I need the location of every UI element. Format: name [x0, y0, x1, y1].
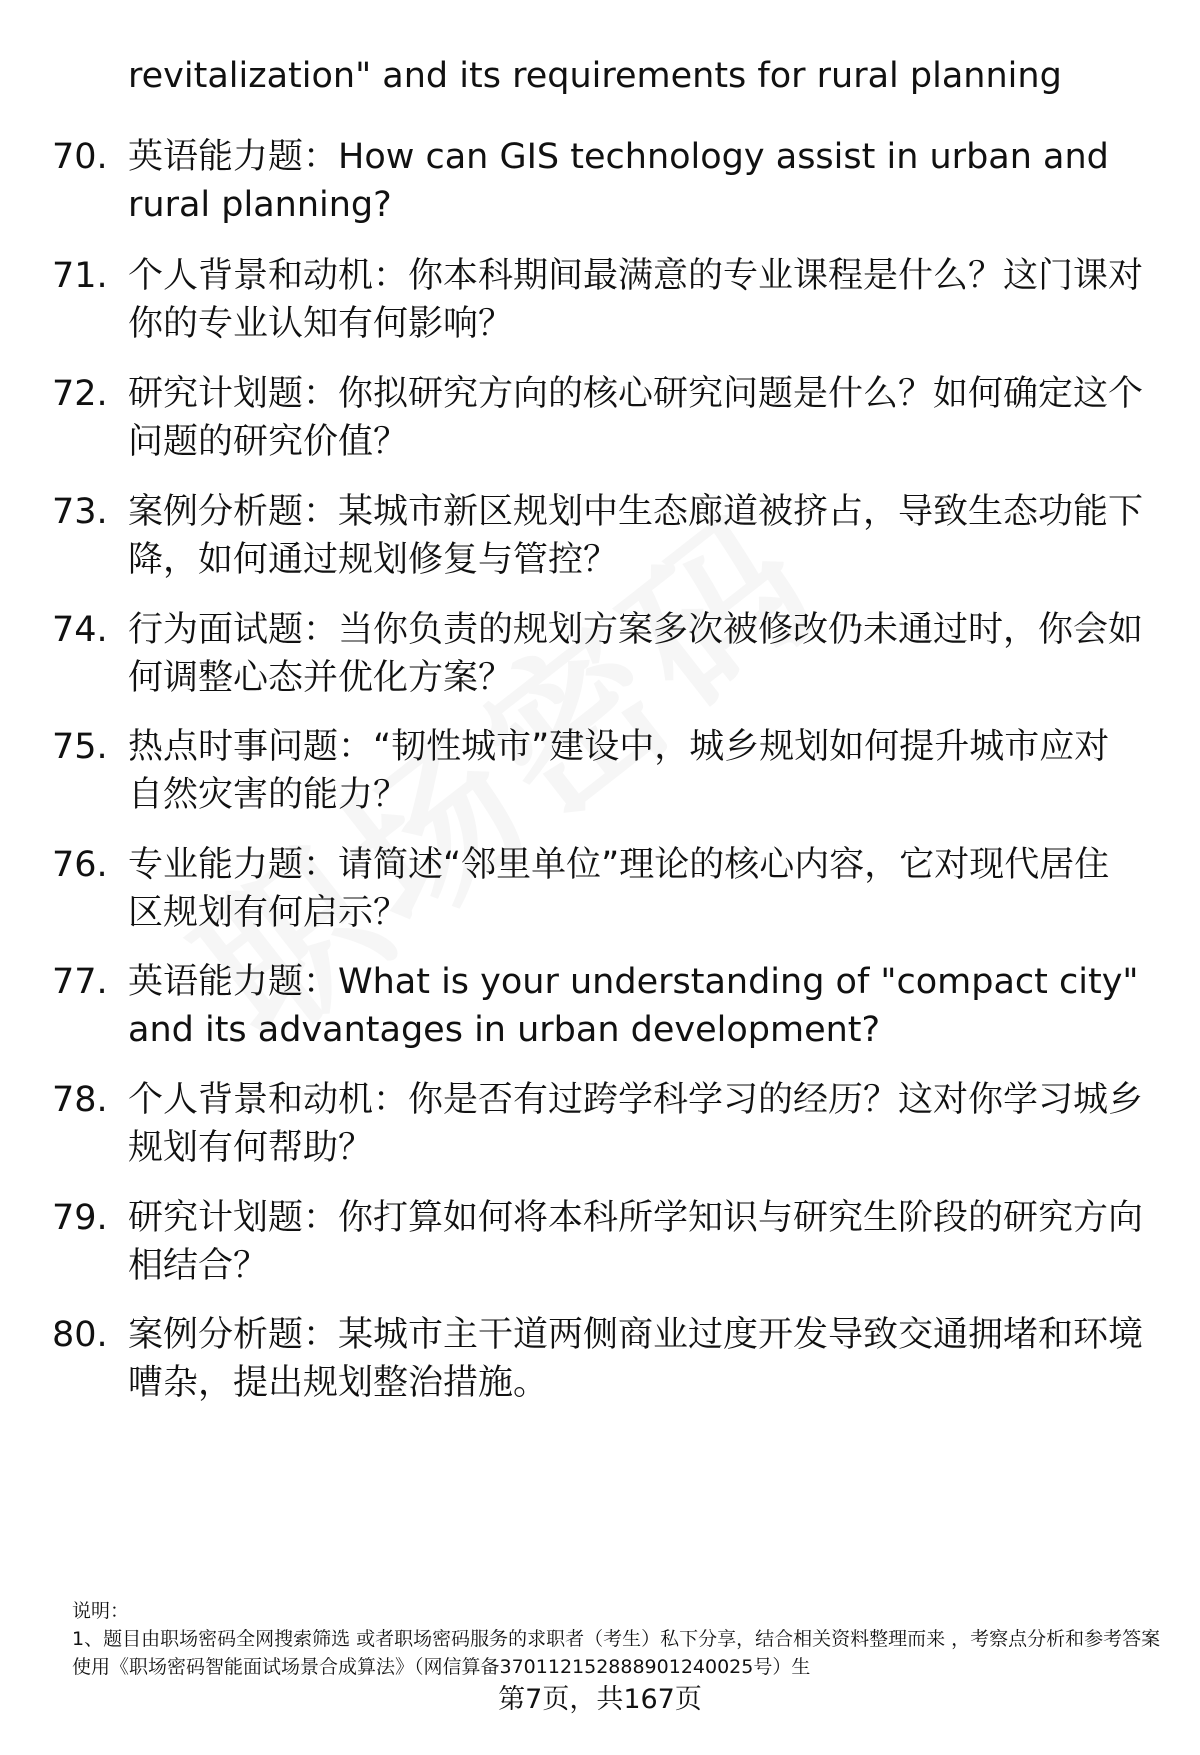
item-number: 77. [52, 962, 108, 1002]
item-text: 行为面试题：当你负责的规划方案多次被修改仍未通过时，你会如何调整心态并优化方案？ [128, 610, 1144, 698]
notes-title: 说明： [72, 1600, 130, 1622]
item-number: 76. [52, 845, 108, 885]
item-text: 案例分析题：某城市主干道两侧商业过度开发导致交通拥堵和环境嘈杂，提出规划整治措施。 [128, 1315, 1144, 1403]
item-text: 研究计划题：你打算如何将本科所学知识与研究生阶段的研究方向相结合？ [128, 1198, 1144, 1286]
item-text: 个人背景和动机：你本科期间最满意的专业课程是什么？这门课对你的专业认知有何影响？ [128, 256, 1144, 344]
item-number: 74. [52, 610, 108, 650]
continued-text: revitalization" and its requirements for rural planning [128, 56, 1062, 96]
item-text: 研究计划题：你拟研究方向的核心研究问题是什么？如何确定这个问题的研究价值？ [128, 374, 1144, 462]
item-number: 78. [52, 1080, 108, 1120]
item-text: 专业能力题：请简述“邻里单位”理论的核心内容，它对现代居住区规划有何启示？ [128, 845, 1110, 933]
item-text: 英语能力题：How can GIS technology assist in urban and rural planning? [128, 137, 1109, 225]
item-number: 80. [52, 1315, 108, 1355]
item-text: 个人背景和动机：你是否有过跨学科学习的经历？这对你学习城乡规划有何帮助？ [128, 1080, 1144, 1168]
item-number: 73. [52, 492, 108, 532]
item-text: 案例分析题：某城市新区规划中生态廊道被挤占，导致生态功能下降，如何通过规划修复与管控？ [128, 492, 1144, 580]
item-number: 71. [52, 256, 108, 296]
notes-line: 1、题目由职场密码全网搜索筛选 或者职场密码服务的求职者（考生）私下分享，结合相关资料整理而来 ，考察点分析和参考答案使用《职场密码智能面试场景合成算法》（网信算备370112152888901240025号）生 [72, 1628, 1161, 1678]
item-number: 70. [52, 137, 108, 177]
item-text: 英语能力题：What is your understanding of "compact city" and its advantages in urban development? [128, 962, 1139, 1050]
page-number: 第7页，共167页 [498, 1684, 702, 1715]
item-number: 79. [52, 1198, 108, 1238]
item-text: 热点时事问题：“韧性城市”建设中，城乡规划如何提升城市应对自然灾害的能力？ [128, 727, 1110, 815]
item-number: 72. [52, 374, 108, 414]
item-number: 75. [52, 727, 108, 767]
notes-section [72, 1597, 1162, 1681]
